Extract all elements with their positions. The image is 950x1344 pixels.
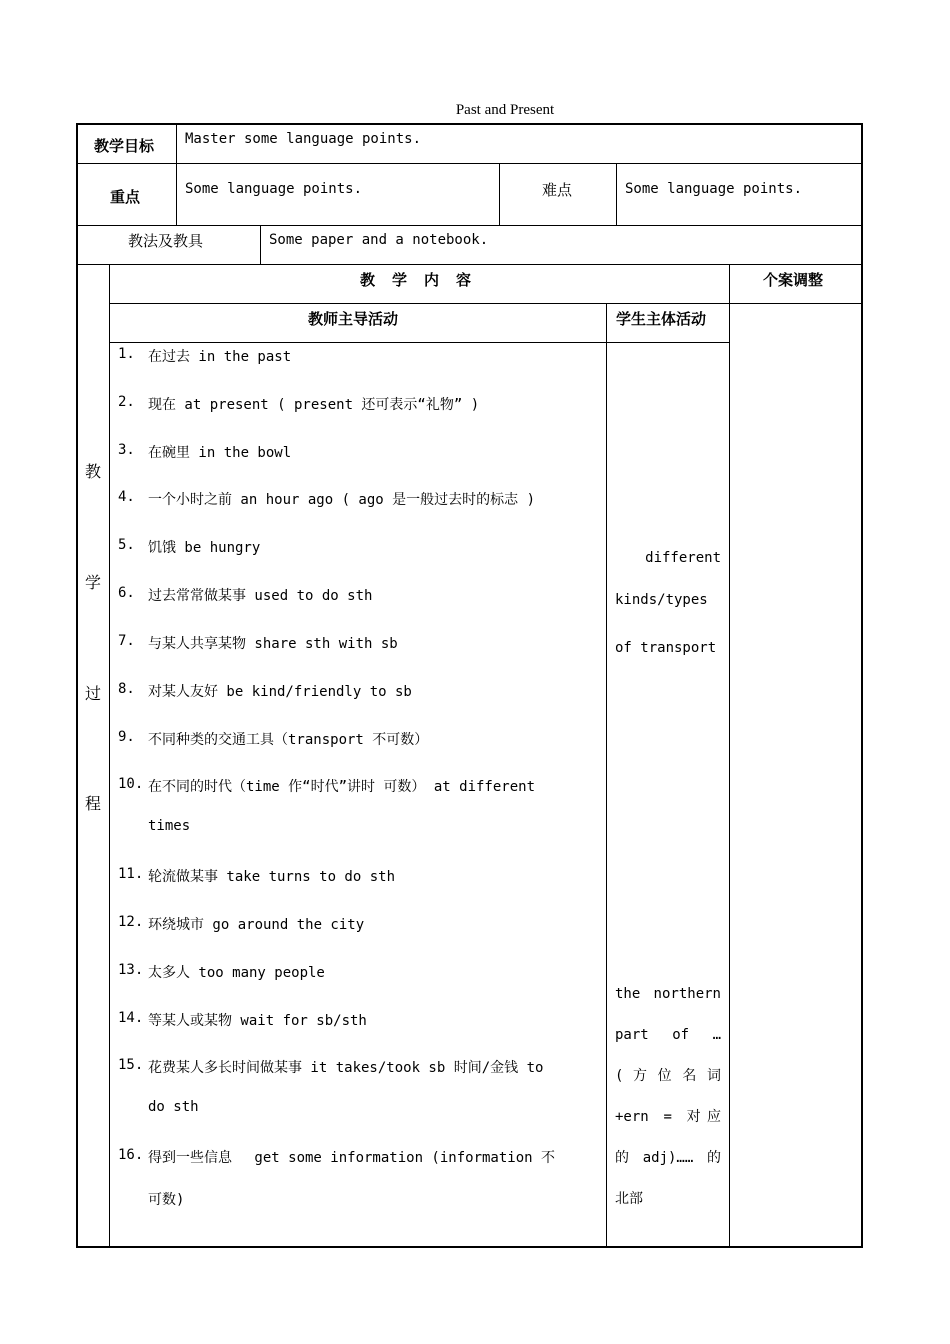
objective-value: Master some language points.	[185, 131, 422, 147]
student-note-line: the northern	[615, 986, 721, 1002]
key-points-label: 重点	[110, 188, 141, 206]
student-note-line: 的adj)……的	[615, 1150, 721, 1166]
methods-value: Some paper and a notebook.	[269, 232, 489, 248]
teacher-header: 教师主导活动	[308, 310, 399, 328]
page-title: Past and Present	[455, 102, 555, 118]
difficulties-value: Some language points.	[625, 181, 803, 197]
student-note-line: kinds/types	[615, 592, 708, 608]
adjust-header: 个案调整	[763, 271, 824, 289]
student-note-line: 北部	[615, 1191, 643, 1207]
student-note-line: +ern = 对应	[615, 1109, 721, 1125]
student-note-line: of transport	[615, 640, 717, 656]
methods-label: 教法及教具	[128, 232, 204, 250]
student-note-line: ( 方 位 名 词	[615, 1068, 721, 1084]
key-points-value: Some language points.	[185, 181, 363, 197]
content-header: 教 学 内 容	[360, 271, 473, 289]
difficulties-label: 难点	[542, 181, 573, 199]
objective-label: 教学目标	[94, 137, 155, 155]
student-note-line: different	[645, 550, 721, 566]
student-note-line: part of …	[615, 1027, 721, 1043]
student-header: 学生主体活动	[616, 310, 707, 328]
